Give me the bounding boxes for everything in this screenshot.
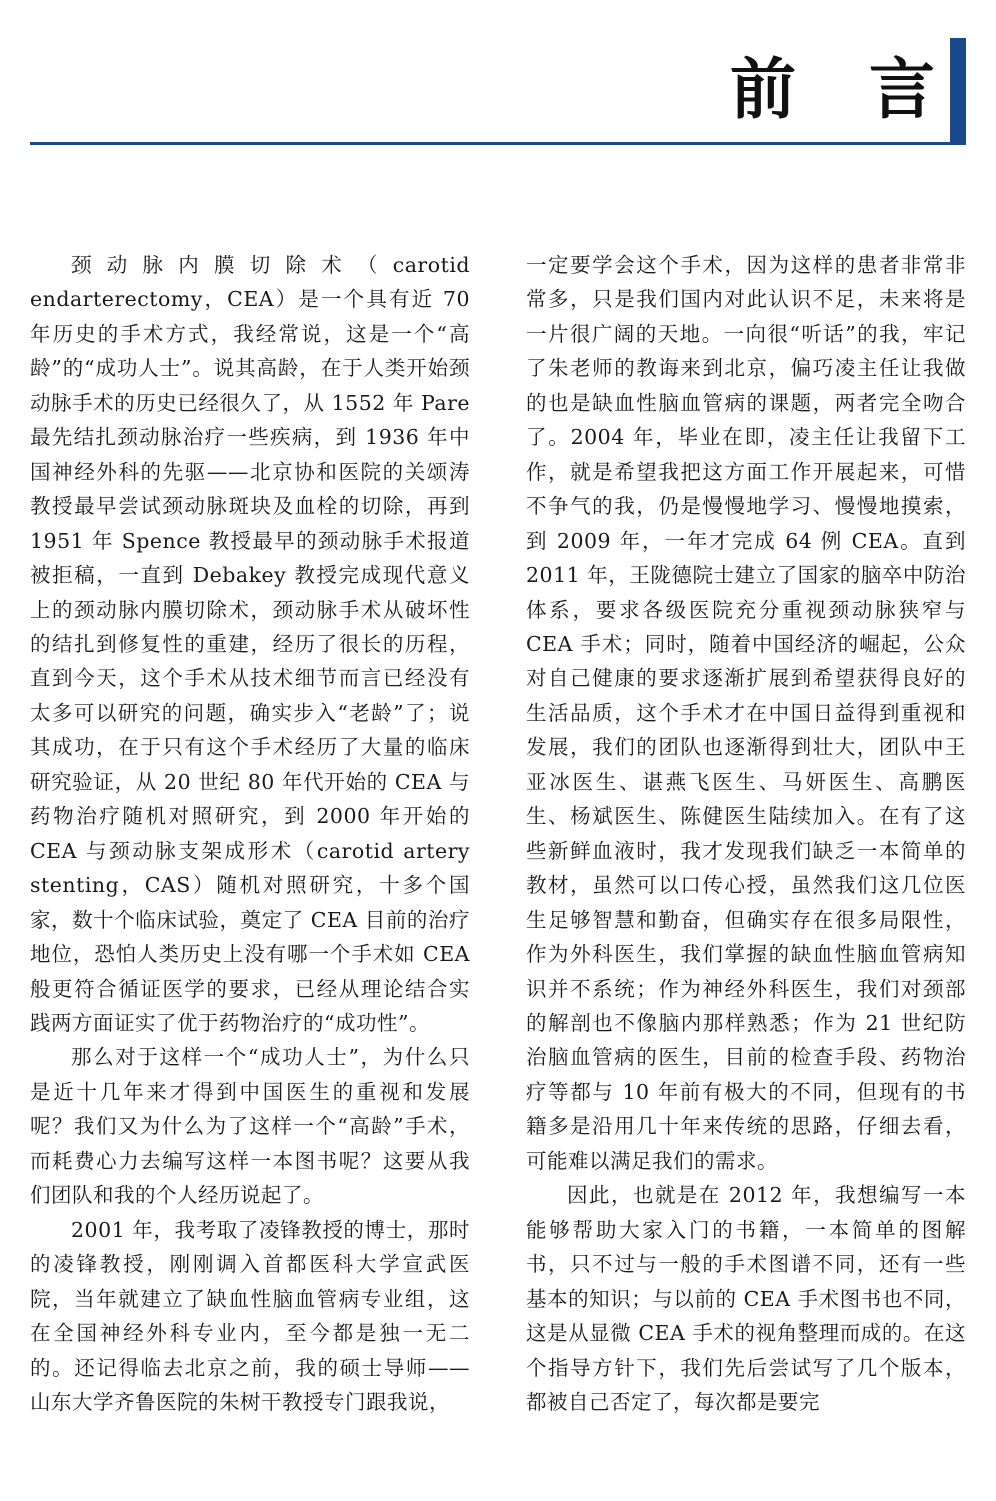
page-title [730,50,935,130]
paragraph-continued: 一定要学会这个手术，因为这样的患者非常非常多，只是我们国内对此认识不足，未来将是一片很广阔的天地。一向很“听话”的我，牢记了朱老师的教诲来到北京，偏巧凌主任让我做的也是缺血性脑血管病的课题，两者完全吻合了。2004 年，毕业在即，凌主任让我留下工作，就是希望我把这方面工作开展起来，可惜不争气的我，仍是慢慢地学习、慢慢地摸索，到 2009 年，一年才完成 64 例 CEA。直到 2011 年，王陇德院士建立了国家的脑卒中防治体系，要求各级医院充分重视颈动脉狭窄与 CEA 手术；同时，随着中国经济的崛起，公众对自己健康的要求逐渐扩展到希望获得良好的生活品质，这个手术才在中国日益得到重视和发展，我们的团队也逐渐得到壮大，团队中王亚冰医生、谌燕飞医生、马妍医生、高鹏医生、杨斌医生、陈健医生陆续加入。在有了这些新鲜血液时，我才发现我们缺乏一本简单的教材，虽然可以口传心授，虽然我们这几位医生足够智慧和勤奋，但确实存在很多局限性，作为外科医生，我们掌握的缺血性脑血管病知识并不系统；作为神经外科医生，我们对颈部的解剖也不像脑内那样熟悉；作为 21 世纪防治脑血管病的医生，目前的检查手段、药物治疗等都与 10 年前有极大的不同，但现有的书籍多是沿用几十年来传统的思路，仔细去看，可能难以满足我们的需求。 [526,253,966,1173]
left-text-column [30,248,470,1419]
right-text-column [526,248,966,1419]
paragraph: 2001 年，我考取了凌锋教授的博士，那时的凌锋教授，刚刚调入首都医科大学宣武医院，当年就建立了缺血性脑血管病专业组，这在全国神经外科专业内，至今都是独一无二的。还记得临去北京之前，我的硕士导师——山东大学齐鲁医院的朱树干教授专门跟我说， [30,1217,470,1414]
header-accent-bar [950,38,966,143]
paragraph: 因此，也就是在 2012 年，我想编写一本能够帮助大家入门的书籍，一本简单的图解书，只不过与一般的手术图谱不同，还有一些基本的知识；与以前的 CEA 手术图书也不同，这是从显微 CEA 手术的视角整理而成的。在这个指导方针下，我们先后尝试写了几个版本，都被自己否定了，每次都是要完 [526,1183,966,1414]
header-divider [30,142,966,145]
page-title-char-1: 前 [730,51,796,128]
page-title-char-2: 言 [869,51,935,128]
paragraph: 颈动脉内膜切除术（carotid endarterectomy，CEA）是一个具有近 70 年历史的手术方式，我经常说，这是一个“高龄”的“成功人士”。说其高龄，在于人类开始颈动脉手术的历史已经很久了，从 1552 年 Pare 最先结扎颈动脉治疗一些疾病，到 1936 年中国神经外科的先驱——北京协和医院的关颂涛教授最早尝试颈动脉斑块及血栓的切除，再到 1951 年 Spence 教授最早的颈动脉手术报道被拒稿，一直到 Debakey 教授完成现代意义上的颈动脉内膜切除术，颈动脉手术从破坏性的结扎到修复性的重建，经历了很长的历程，直到今天，这个手术从技术细节而言已经没有太多可以研究的问题，确实步入“老龄”了；说其成功，在于只有这个手术经历了大量的临床研究验证，从 20 世纪 80 年代开始的 CEA 与药物治疗随机对照研究，到 2000 年开始的 CEA 与颈动脉支架成形术（carotid artery stenting，CAS）随机对照研究，十多个国家，数十个临床试验，奠定了 CEA 目前的治疗地位，恐怕人类历史上没有哪一个手术如 CEA 般更符合循证医学的要求，已经从理论结合实践两方面证实了优于药物治疗的“成功性”。 [30,253,470,1035]
paragraph: 那么对于这样一个“成功人士”，为什么只是近十几年来才得到中国医生的重视和发展呢？我们又为什么为了这样一个“高龄”手术，而耗费心力去编写这样一本图书呢？这要从我们团队和我的个人经历说起了。 [30,1045,470,1208]
